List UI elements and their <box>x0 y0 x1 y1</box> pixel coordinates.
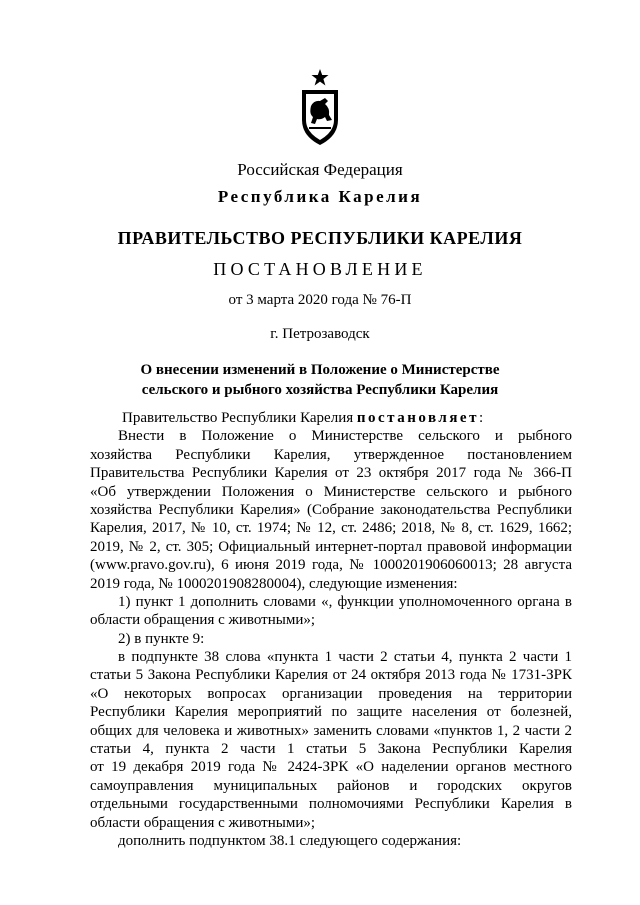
body-line: самоуправления муниципальных районов и городских округов <box>90 777 572 794</box>
body-line: 1) пункт 1 дополнить словами «, функции уполномоченного органа в <box>118 593 572 610</box>
body-line: хозяйства Республики Карелия, утвержденное постановлением <box>90 446 572 463</box>
republic-name: Республика Карелия <box>217 187 423 206</box>
body-line: отдельными государственными полномочиями Республики Карелия в <box>90 796 572 813</box>
intro-suffix: : <box>478 410 484 426</box>
body-line: статьи 4, пункта 2 части 1 статьи 5 Закона Республики Карелия <box>90 741 572 758</box>
intro-line <box>90 409 572 427</box>
body-line: хозяйства Республики Карелия» (Собрание законодательства Республики <box>90 501 572 518</box>
karelia-coat-of-arms-icon <box>297 68 343 148</box>
body-line: статьи 5 Закона Республики Карелия от 24 октября 2013 года № 1731-ЗРК <box>90 667 572 684</box>
body-line: общих для человека и животных» заменить словами «пунктов 1, 2 части 2 <box>90 722 572 739</box>
body-line: в подпункте 38 слова «пункта 1 части 2 статьи 4, пункта 2 части 1 <box>118 649 572 666</box>
document-date: от 3 марта 2020 года № 76-П <box>228 292 412 308</box>
document-type: ПОСТАНОВЛЕНИЕ <box>213 259 427 279</box>
body-line: 2) в пункте 9: <box>118 630 205 647</box>
body-line: от 19 декабря 2019 года № 2424-ЗРК «О наделении органов местного <box>90 759 572 776</box>
body-line: (www.pravo.gov.ru), 6 июня 2019 года, № 1000201906060013; 28 августа <box>90 557 572 574</box>
body-line: дополнить подпунктом 38.1 следующего содержания: <box>118 832 462 849</box>
subject-line: О внесении изменений в Положение о Министерстве <box>140 362 500 378</box>
body-line: Карелия, 2017, № 10, ст. 1974; № 12, ст. 2486; 2018, № 8, ст. 1629, 1662; <box>90 520 572 537</box>
subject-line: сельского и рыбного хозяйства Республики Карелия <box>141 382 499 398</box>
body-line: 2019, № 2, ст. 305; Официальный интернет-портал правовой информации <box>90 538 572 555</box>
body-line: Правительства Республики Карелия от 23 октября 2017 года № 366-П <box>90 465 572 482</box>
body-line: области обращения с животными»; <box>90 612 316 629</box>
body-line: 2019 года, № 1000201908280004), следующие изменения: <box>90 575 458 592</box>
body-line: Республики Карелия мероприятий по защите населения от болезней, <box>90 704 572 721</box>
decree-word: постановляет <box>356 410 479 426</box>
body-line: «О некоторых вопросах организации проведения на территории <box>90 685 572 702</box>
document-subject <box>0 360 640 400</box>
document-city: г. Петрозаводск <box>270 326 370 342</box>
document-body <box>90 409 572 850</box>
body-line: Внести в Положение о Министерстве сельского и рыбного <box>118 428 572 445</box>
government-name: ПРАВИТЕЛЬСТВО РЕСПУБЛИКИ КАРЕЛИЯ <box>117 228 523 248</box>
intro-prefix: Правительство Республики Карелия <box>122 410 357 426</box>
body-line: «Об утверждении Положения о Министерстве сельского и рыбного <box>90 483 572 500</box>
body-line: области обращения с животными»; <box>90 814 316 831</box>
country-name: Российская Федерация <box>237 160 403 179</box>
